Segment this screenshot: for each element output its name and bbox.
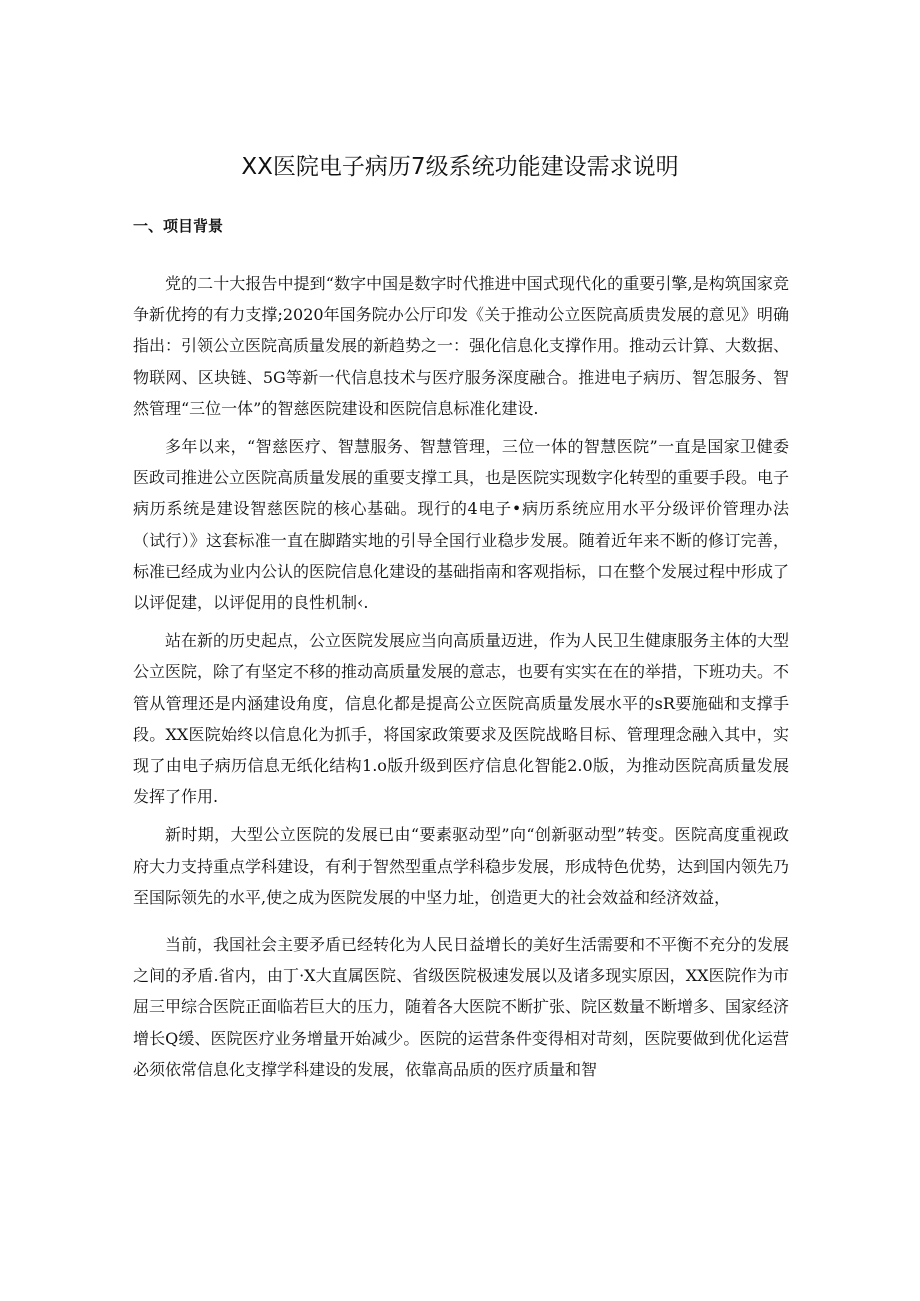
paragraph: 多年以来，“智慈医疗、智慧服务、智慧管理，三位一体的智慧医院”一直是国家卫健委医政司推进公立医院高质量发展的重要支撑工具，也是医院实现数字化转型的重要手段。电子病历系统是建设智慈医院的核心基础。现行的4电子•病历系统应用水平分级评价管理办法（试行）》这套标准一直在脚踏实地的引导全国行业稳步发展。随着近年来不断的修订完善，标准已经成为业内公认的医院信息化建设的基础指南和客观指标，口在整个发展过程中形成了以评促建，以评促用的良性机制‹. <box>133 437 790 613</box>
paragraph: 新时期，大型公立医院的发展已由“要素驱动型”向“创新驱动型”转变。医院高度重视政府大力支持重点学科建设，有利于智然型重点学科稳步发展，形成特色优势，达到国内领先乃至国际领先的水平,使之成为医院发展的中坚力址，创造更大的社会效益和经济效益， <box>133 825 790 907</box>
document-body <box>133 268 789 1092</box>
section-heading: 一、项目背景 <box>133 217 224 235</box>
document-title: XX医院电子病历7级系统功能建设需求说明 <box>241 154 679 180</box>
paragraph: 党的二十大报告中提到“数字中国是数字时代推进中国式现代化的重要引擎,是构筑国家竞争新优挎的有力支撑;2020年国务院办公厅印发《关于推动公立医院高质贵发展的意见》明确指出：引领公立医院高质量发展的新趋势之一：强化信息化支撑作用。推动云计算、大数据、物联网、区块链、5G等新一代信息技术与医疗服务深度融合。推进电子病历、智怎服务、智然管理“三位一体”的智慈医院建设和医院信息标准化建设. <box>133 274 790 418</box>
paragraph: 当前，我国社会主要矛盾已经转化为人民日益增长的美好生活需要和不平衡不充分的发展之间的矛盾.省内，由丁·X大直属医院、省级医院极速发展以及诸多现实原因，XX医院作为市屈三甲综合医院正面临若巨大的压力，随着各大医院不断扩张、院区数量不断增多、国家经济增长Q缓、医院医疗业务增量开始减少。医院的运营条件变得相对苛刻，医院要做到优化运营必须依常信息化支撑学科建设的发展，依靠高品质的医疗质量和智 <box>133 935 790 1079</box>
paragraph: 站在新的历史起点，公立医院发展应当向高质量迈进，作为人民卫生健康服务主体的大型公立医院，除了有坚定不移的推动高质量发展的意志，也要有实实在在的举措，下班功夫。不管从管理还是内涵建设角度，信息化都是提高公立医院高质量发展水平的sR要施础和支撑手段。XX医院始终以信息化为抓手，将国家政策要求及医院战略目标、管理理念融入其中，实现了由电子病历信息无纸化结构1.o版升级到医疗信息化智能2.0版，为推动医院高质量发展发挥了作用. <box>133 631 790 807</box>
